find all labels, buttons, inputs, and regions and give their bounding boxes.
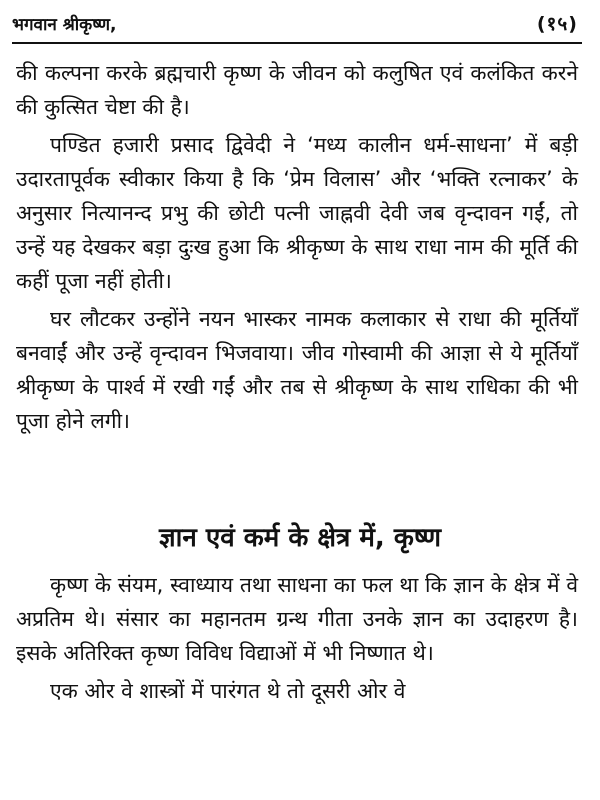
paragraph: कृष्ण के संयम, स्वाध्याय तथा साधना का फल था कि ज्ञान के क्षेत्र में वे अप्रतिम थे। संसार का महानतम ग्रन्थ गीता उनके ज्ञान का उदाहरण है। इसके अतिरिक्त कृष्ण विविध विद्याओं में भी निष्णात थे। bbox=[16, 573, 578, 665]
paragraph: घर लौटकर उन्होंने नयन भास्कर नामक कलाकार से राधा की मूर्तियाँ बनवाईं और उन्हें वृन्दावन भिजवाया। जीव गोस्वामी की आज्ञा से ये मूर्तियाँ श्रीकृष्ण के पार्श्व में रखी गईं और तब से श्रीकृष्ण के साथ राधिका की भी पूजा होने लगी। bbox=[16, 307, 578, 433]
paragraph: पण्डित हजारी प्रसाद द्विवेदी ने ‘मध्य कालीन धर्म-साधना’ में बड़ी उदारतापूर्वक स्वीकार किया है कि ‘प्रेम विलास’ और ‘भक्ति रत्नाकर’ के अनुसार नित्यानन्द प्रभु की छोटी पत्नी जाह्नवी देवी जब वृन्दावन गईं, तो उन्हें यह देखकर बड़ा दुःख हुआ कि श्रीकृष्ण के साथ राधा नाम की मूर्ति की कहीं पूजा नहीं होती। bbox=[16, 133, 578, 293]
running-head: भगवान श्रीकृष्ण, bbox=[12, 15, 117, 35]
section-1-text bbox=[16, 56, 578, 442]
section-2-text bbox=[16, 568, 578, 712]
page-number: (१५) bbox=[536, 13, 578, 35]
paragraph: की कल्पना करके ब्रह्मचारी कृष्ण के जीवन को कलुषित एवं कलंकित करने की कुत्सित चेष्टा की है। bbox=[16, 61, 578, 119]
page-header bbox=[12, 8, 582, 44]
section-heading: ज्ञान एवं कर्म के क्षेत्र में, कृष्ण bbox=[158, 523, 442, 553]
paragraph: एक ओर वे शास्त्रों में पारंगत थे तो दूसरी ओर वे bbox=[50, 679, 406, 703]
